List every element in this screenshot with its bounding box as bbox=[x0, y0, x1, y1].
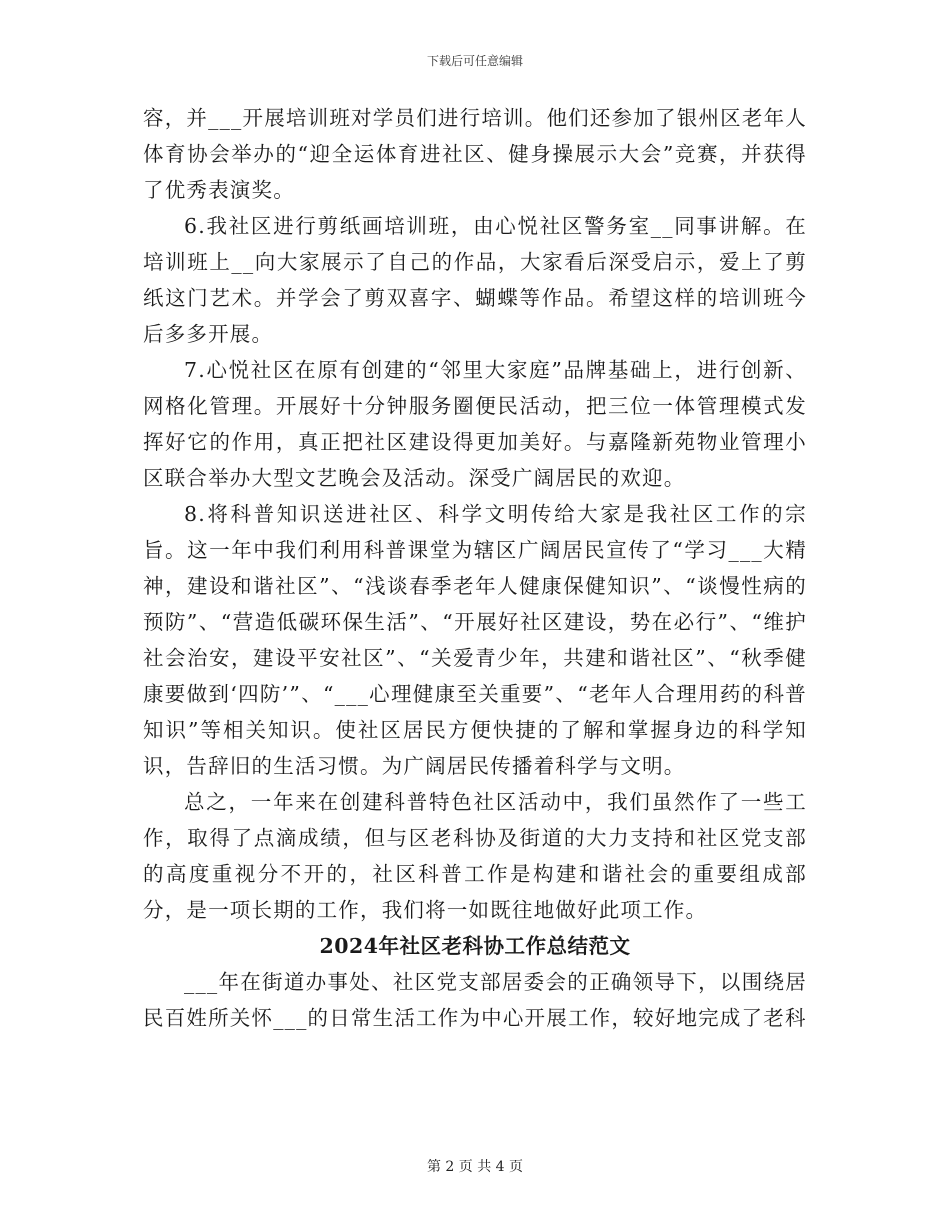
section-title: 2024年社区老科协工作总结范文 bbox=[319, 934, 631, 958]
document-body bbox=[143, 100, 807, 1036]
paragraph-item-6: 6.我社区进行剪纸画培训班，由心悦社区警务室__同事讲解。在培训班上__向大家展示了自己的作品，大家看后深受启示，爱上了剪纸这门艺术。并学会了剪双喜字、蝴蝶等作品。希望这样的培训班今后多多开展。 bbox=[143, 214, 807, 346]
page-header: 下载后可任意编辑 bbox=[426, 54, 523, 68]
paragraph-item-7: 7.心悦社区在原有创建的“邻里大家庭”品牌基础上，进行创新、网格化管理。开展好十分钟服务圈便民活动，把三位一体管理模式发挥好它的作用，真正把社区建设得更加美好。与嘉隆新苑物业管理小区联合举办大型文艺晚会及活动。深受广阔居民的欢迎。 bbox=[143, 358, 807, 490]
page-number: 第 2 页 共 4 页 bbox=[426, 1159, 524, 1175]
paragraph-summary: 总之，一年来在创建科普特色社区活动中，我们虽然作了一些工作，取得了点滴成绩，但与区老科协及街道的大力支持和社区党支部的高度重视分不开的，社区科普工作是构建和谐社会的重要组成部分，是一项长期的工作，我们将一如既往地做好此项工作。 bbox=[143, 790, 807, 922]
paragraph-item-8: 8.将科普知识送进社区、科学文明传给大家是我社区工作的宗旨。这一年中我们利用科普课堂为辖区广阔居民宣传了“学习___大精神，建设和谐社区”、“浅谈春季老年人健康保健知识”、“谈慢性病的预防”、“营造低碳环保生活”、“开展好社区建设，势在必行”、“维护社会治安，建设平安社区”、“关爱青少年，共建和谐社区”、“秋季健康要做到‘四防’”、“___心理健康至关重要”、“老年人合理用药的科普知识”等相关知识。使社区居民方便快捷的了解和掌握身边的科学知识，告辞旧的生活习惯。为广阔居民传播着科学与文明。 bbox=[143, 502, 807, 778]
paragraph-continued: 容，并___开展培训班对学员们进行培训。他们还参加了银州区老年人体育协会举办的“迎全运体育进社区、健身操展示大会”竞赛，并获得了优秀表演奖。 bbox=[143, 106, 807, 202]
paragraph-section-intro: ___年在街道办事处、社区党支部居委会的正确领导下，以围绕居民百姓所关怀___的日常生活工作为中心开展工作，较好地完成了老科 bbox=[143, 970, 807, 1030]
